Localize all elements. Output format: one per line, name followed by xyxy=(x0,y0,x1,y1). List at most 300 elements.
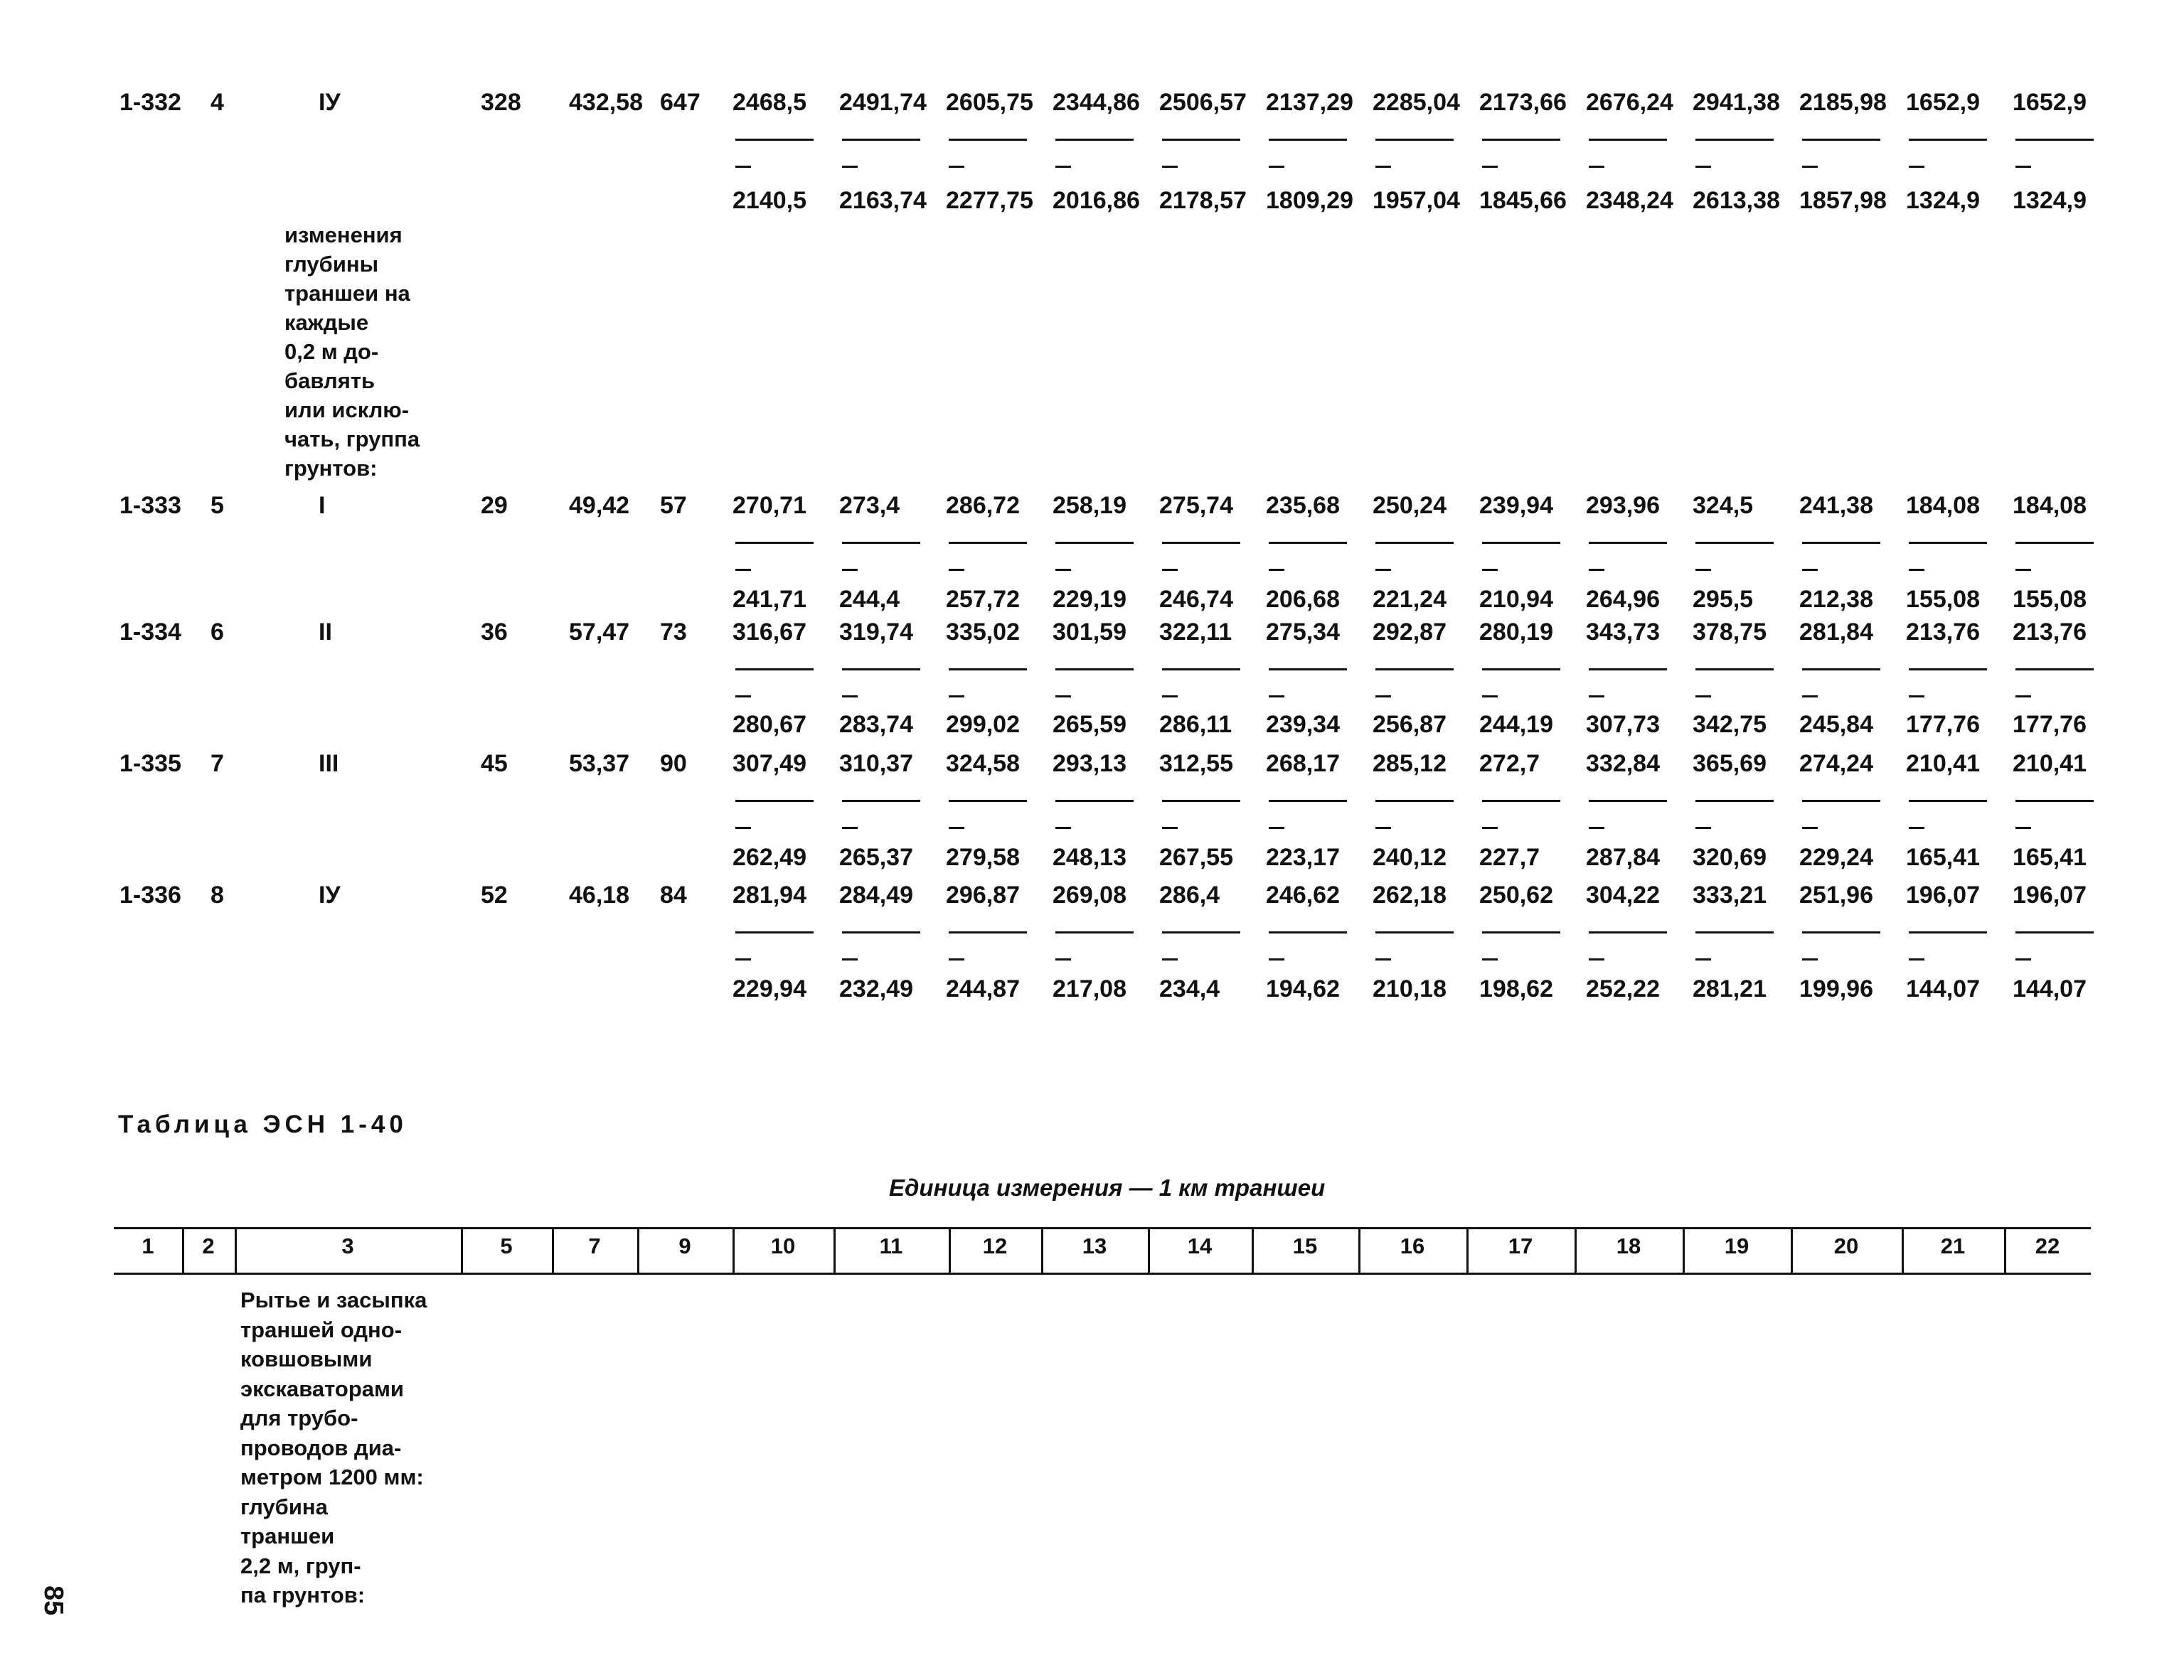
value-bottom: 2348,24 xyxy=(1586,187,1673,214)
fraction-dash xyxy=(1162,958,1178,961)
fraction-dash xyxy=(735,695,751,697)
fraction-dash xyxy=(735,569,751,571)
value-top: 1652,9 xyxy=(1906,89,1980,116)
fraction-dash xyxy=(949,958,964,961)
value-bottom: 342,75 xyxy=(1693,711,1767,738)
value-top: 333,21 xyxy=(1693,882,1767,909)
header-separator xyxy=(833,1229,836,1273)
fraction-dash xyxy=(1375,166,1391,168)
header-cell: 12 xyxy=(982,1234,1008,1258)
fraction-rule xyxy=(1589,542,1667,544)
fraction-dash xyxy=(1055,695,1071,697)
value-top: 2344,86 xyxy=(1053,89,1140,116)
header-separator xyxy=(1791,1229,1793,1273)
header-cell: 13 xyxy=(1082,1234,1107,1258)
fraction-rule xyxy=(1695,668,1774,670)
value-bottom: 320,69 xyxy=(1693,844,1767,871)
fraction-dash xyxy=(1909,695,1924,697)
value-bottom: 229,94 xyxy=(733,975,806,1002)
row-col9: 90 xyxy=(660,750,687,777)
value-bottom: 264,96 xyxy=(1586,586,1660,613)
fraction-rule xyxy=(1375,542,1454,544)
value-bottom: 229,19 xyxy=(1053,586,1126,613)
row-col5: 36 xyxy=(481,619,508,646)
value-top: 210,41 xyxy=(1906,750,1980,777)
row-code: 1-334 xyxy=(119,619,181,646)
value-top: 2137,29 xyxy=(1266,89,1353,116)
value-bottom: 256,87 xyxy=(1373,711,1447,738)
header-cell: 17 xyxy=(1508,1234,1533,1258)
value-top: 285,12 xyxy=(1373,750,1447,777)
row-number: 8 xyxy=(211,882,224,909)
row-col7: 432,58 xyxy=(569,89,643,116)
fraction-rule xyxy=(1695,139,1774,141)
header-separator xyxy=(1148,1229,1150,1273)
header-cell: 1 xyxy=(142,1234,154,1258)
header-cell: 20 xyxy=(1833,1234,1859,1258)
header-cell: 19 xyxy=(1724,1234,1749,1258)
row-code: 1-335 xyxy=(119,750,181,777)
value-bottom: 244,4 xyxy=(839,586,900,613)
fraction-rule xyxy=(1589,139,1667,141)
fraction-dash xyxy=(842,695,858,697)
fraction-rule xyxy=(842,800,920,802)
row-group: I xyxy=(319,492,326,519)
value-top: 196,07 xyxy=(1906,882,1980,909)
value-bottom: 299,02 xyxy=(946,711,1020,738)
fraction-dash xyxy=(1055,166,1071,168)
fraction-rule xyxy=(1909,668,1987,670)
header-cell: 14 xyxy=(1187,1234,1213,1258)
fraction-rule xyxy=(1909,542,1987,544)
row-number: 7 xyxy=(211,750,224,777)
fraction-rule xyxy=(1909,931,1987,933)
fraction-rule xyxy=(1482,931,1560,933)
value-top: 268,17 xyxy=(1266,750,1340,777)
fraction-dash xyxy=(1375,569,1391,571)
value-top: 1652,9 xyxy=(2013,89,2087,116)
value-top: 307,49 xyxy=(733,750,806,777)
value-bottom: 307,73 xyxy=(1586,711,1660,738)
header-cell: 18 xyxy=(1616,1234,1641,1258)
value-top: 281,84 xyxy=(1799,619,1873,646)
row-col7: 49,42 xyxy=(569,492,630,519)
fraction-rule xyxy=(1802,668,1880,670)
fraction-dash xyxy=(1695,166,1711,168)
value-bottom: 280,67 xyxy=(733,711,806,738)
fraction-dash xyxy=(2015,958,2031,961)
fraction-rule xyxy=(949,800,1027,802)
fraction-rule xyxy=(1055,139,1134,141)
fraction-dash xyxy=(949,569,964,571)
value-top: 365,69 xyxy=(1693,750,1767,777)
header-cell: 3 xyxy=(341,1234,354,1258)
value-bottom: 239,34 xyxy=(1266,711,1340,738)
header-cell: 9 xyxy=(678,1234,691,1258)
value-bottom: 165,41 xyxy=(1906,844,1980,871)
value-top: 286,72 xyxy=(946,492,1020,519)
value-top: 2285,04 xyxy=(1373,89,1460,116)
fraction-rule xyxy=(842,139,920,141)
fraction-rule xyxy=(1162,139,1240,141)
value-bottom: 194,62 xyxy=(1266,975,1340,1002)
value-top: 335,02 xyxy=(946,619,1020,646)
value-top: 270,71 xyxy=(733,492,806,519)
fraction-rule xyxy=(1375,931,1454,933)
value-bottom: 144,07 xyxy=(2013,975,2087,1002)
row-code: 1-336 xyxy=(119,882,181,909)
value-top: 293,13 xyxy=(1053,750,1126,777)
header-separator xyxy=(1041,1229,1043,1273)
fraction-dash xyxy=(1482,827,1498,829)
value-top: 213,76 xyxy=(1906,619,1980,646)
value-top: 316,67 xyxy=(733,619,806,646)
fraction-dash xyxy=(1269,166,1284,168)
value-bottom: 248,13 xyxy=(1053,844,1126,871)
value-top: 250,62 xyxy=(1479,882,1553,909)
value-top: 258,19 xyxy=(1053,492,1126,519)
row-group: III xyxy=(319,750,339,777)
value-bottom: 198,62 xyxy=(1479,975,1553,1002)
fraction-rule xyxy=(1162,542,1240,544)
value-bottom: 1857,98 xyxy=(1799,187,1887,214)
value-bottom: 1957,04 xyxy=(1373,187,1460,214)
value-top: 296,87 xyxy=(946,882,1020,909)
header-cell: 2 xyxy=(202,1234,215,1258)
fraction-dash xyxy=(1589,569,1604,571)
fraction-dash xyxy=(1375,958,1391,961)
fraction-dash xyxy=(1909,827,1924,829)
row-col9: 647 xyxy=(660,89,701,116)
header-top-rule xyxy=(114,1227,2091,1229)
fraction-dash xyxy=(1055,958,1071,961)
fraction-dash xyxy=(1482,695,1498,697)
row-code: 1-332 xyxy=(119,89,181,116)
fraction-dash xyxy=(1802,958,1818,961)
value-bottom: 295,5 xyxy=(1693,586,1754,613)
fraction-rule xyxy=(1375,668,1454,670)
value-top: 280,19 xyxy=(1479,619,1553,646)
value-top: 2468,5 xyxy=(733,89,806,116)
fraction-rule xyxy=(1055,542,1134,544)
value-top: 239,94 xyxy=(1479,492,1553,519)
value-top: 275,74 xyxy=(1159,492,1233,519)
fraction-dash xyxy=(1162,166,1178,168)
value-top: 322,11 xyxy=(1159,619,1232,646)
row-col5: 29 xyxy=(481,492,508,519)
value-top: 284,49 xyxy=(839,882,913,909)
value-bottom: 244,87 xyxy=(946,975,1020,1002)
value-bottom: 221,24 xyxy=(1373,586,1447,613)
fraction-dash xyxy=(1802,166,1818,168)
value-top: 324,5 xyxy=(1693,492,1754,519)
fraction-dash xyxy=(1162,569,1178,571)
header-cell: 10 xyxy=(770,1234,796,1258)
fraction-dash xyxy=(735,827,751,829)
value-bottom: 2140,5 xyxy=(733,187,806,214)
header-cell: 5 xyxy=(500,1234,513,1258)
header-separator xyxy=(949,1229,951,1273)
value-top: 235,68 xyxy=(1266,492,1340,519)
fraction-rule xyxy=(1269,139,1347,141)
fraction-dash xyxy=(842,827,858,829)
fraction-dash xyxy=(2015,166,2031,168)
fraction-rule xyxy=(1482,139,1560,141)
fraction-rule xyxy=(842,931,920,933)
row-number: 5 xyxy=(211,492,224,519)
fraction-dash xyxy=(1802,569,1818,571)
fraction-rule xyxy=(2015,139,2094,141)
fraction-dash xyxy=(2015,827,2031,829)
fraction-rule xyxy=(1589,931,1667,933)
fraction-rule xyxy=(1695,931,1774,933)
value-top: 2491,74 xyxy=(839,89,927,116)
value-bottom: 2178,57 xyxy=(1159,187,1247,214)
fraction-dash xyxy=(1375,827,1391,829)
fraction-rule xyxy=(842,668,920,670)
header-separator xyxy=(461,1229,463,1273)
fraction-dash xyxy=(1482,569,1498,571)
fraction-dash xyxy=(735,958,751,961)
fraction-rule xyxy=(2015,931,2094,933)
value-top: 210,41 xyxy=(2013,750,2087,777)
row-col9: 84 xyxy=(660,882,687,909)
value-bottom: 257,72 xyxy=(946,586,1020,613)
table-title: Таблица ЭСН 1-40 xyxy=(118,1111,407,1138)
value-top: 241,38 xyxy=(1799,492,1873,519)
value-top: 2173,66 xyxy=(1479,89,1567,116)
header-cell: 15 xyxy=(1292,1234,1318,1258)
value-bottom: 244,19 xyxy=(1479,711,1553,738)
fraction-dash xyxy=(842,569,858,571)
header-separator xyxy=(2004,1229,2006,1273)
fraction-rule xyxy=(1695,542,1774,544)
fraction-rule xyxy=(1589,800,1667,802)
value-top: 275,34 xyxy=(1266,619,1340,646)
value-top: 269,08 xyxy=(1053,882,1126,909)
row-number: 6 xyxy=(211,619,224,646)
header-separator xyxy=(1683,1229,1685,1273)
value-top: 184,08 xyxy=(2013,492,2087,519)
fraction-rule xyxy=(735,542,814,544)
fraction-rule xyxy=(1162,668,1240,670)
fraction-rule xyxy=(1802,139,1880,141)
value-bottom: 177,76 xyxy=(2013,711,2087,738)
value-top: 281,94 xyxy=(733,882,806,909)
row-group: II xyxy=(319,619,332,646)
fraction-rule xyxy=(1909,139,1987,141)
value-top: 293,96 xyxy=(1586,492,1660,519)
value-top: 250,24 xyxy=(1373,492,1447,519)
value-bottom: 245,84 xyxy=(1799,711,1873,738)
value-top: 2605,75 xyxy=(946,89,1033,116)
fraction-rule xyxy=(1375,800,1454,802)
value-bottom: 241,71 xyxy=(733,586,806,613)
fraction-rule xyxy=(1269,931,1347,933)
header-separator xyxy=(1466,1229,1469,1273)
work-description: Рытье и засыпка траншей одно- ковшовыми экскаваторами для трубо- проводов диа- метром 1200 мм: глубина траншеи 2,2 м, груп- па грунтов: xyxy=(240,1288,427,1607)
fraction-rule xyxy=(1055,668,1134,670)
fraction-dash xyxy=(1055,569,1071,571)
value-bottom: 199,96 xyxy=(1799,975,1873,1002)
value-bottom: 227,7 xyxy=(1479,844,1540,871)
fraction-dash xyxy=(1909,958,1924,961)
value-top: 343,73 xyxy=(1586,619,1660,646)
value-bottom: 281,21 xyxy=(1693,975,1767,1002)
fraction-dash xyxy=(1695,958,1711,961)
value-top: 273,4 xyxy=(839,492,900,519)
value-bottom: 2613,38 xyxy=(1693,187,1780,214)
value-top: 2506,57 xyxy=(1159,89,1247,116)
fraction-dash xyxy=(949,695,964,697)
value-top: 213,76 xyxy=(2013,619,2087,646)
fraction-dash xyxy=(949,827,964,829)
value-bottom: 252,22 xyxy=(1586,975,1660,1002)
value-top: 286,4 xyxy=(1159,882,1220,909)
fraction-rule xyxy=(1695,800,1774,802)
fraction-dash xyxy=(1695,827,1711,829)
row-col5: 45 xyxy=(481,750,508,777)
fraction-rule xyxy=(1482,800,1560,802)
fraction-rule xyxy=(1482,668,1560,670)
value-bottom: 210,18 xyxy=(1373,975,1447,1002)
row-col7: 57,47 xyxy=(569,619,630,646)
value-bottom: 212,38 xyxy=(1799,586,1873,613)
value-bottom: 144,07 xyxy=(1906,975,1980,1002)
header-separator xyxy=(552,1229,554,1273)
row-col5: 328 xyxy=(481,89,521,116)
fraction-dash xyxy=(1269,958,1284,961)
fraction-rule xyxy=(1055,931,1134,933)
value-bottom: 1809,29 xyxy=(1266,187,1353,214)
fraction-dash xyxy=(1589,166,1604,168)
fraction-dash xyxy=(1589,695,1604,697)
header-cell: 11 xyxy=(879,1234,903,1258)
value-bottom: 210,94 xyxy=(1479,586,1553,613)
value-top: 310,37 xyxy=(839,750,913,777)
fraction-dash xyxy=(1162,827,1178,829)
value-top: 2676,24 xyxy=(1586,89,1673,116)
row-col9: 73 xyxy=(660,619,687,646)
header-separator xyxy=(182,1229,184,1273)
value-bottom: 265,37 xyxy=(839,844,913,871)
value-bottom: 206,68 xyxy=(1266,586,1340,613)
value-top: 272,7 xyxy=(1479,750,1540,777)
header-cell: 21 xyxy=(1940,1234,1966,1258)
fraction-dash xyxy=(1162,695,1178,697)
value-bottom: 262,49 xyxy=(733,844,806,871)
fraction-rule xyxy=(949,139,1027,141)
fraction-rule xyxy=(1162,931,1240,933)
value-bottom: 1845,66 xyxy=(1479,187,1567,214)
fraction-dash xyxy=(1802,695,1818,697)
fraction-rule xyxy=(1269,800,1347,802)
fraction-dash xyxy=(842,958,858,961)
row-col7: 46,18 xyxy=(569,882,630,909)
fraction-rule xyxy=(735,800,814,802)
fraction-dash xyxy=(2015,569,2031,571)
fraction-rule xyxy=(949,542,1027,544)
value-top: 246,62 xyxy=(1266,882,1340,909)
value-top: 2941,38 xyxy=(1693,89,1780,116)
value-bottom: 155,08 xyxy=(2013,586,2087,613)
value-bottom: 223,17 xyxy=(1266,844,1340,871)
fraction-rule xyxy=(1375,139,1454,141)
fraction-rule xyxy=(1909,800,1987,802)
value-top: 274,24 xyxy=(1799,750,1873,777)
value-bottom: 177,76 xyxy=(1906,711,1980,738)
fraction-rule xyxy=(735,931,814,933)
value-top: 262,18 xyxy=(1373,882,1447,909)
fraction-dash xyxy=(1482,958,1498,961)
value-top: 378,75 xyxy=(1693,619,1767,646)
fraction-dash xyxy=(1695,569,1711,571)
fraction-rule xyxy=(2015,542,2094,544)
header-separator xyxy=(1575,1229,1577,1273)
value-bottom: 217,08 xyxy=(1053,975,1126,1002)
header-separator xyxy=(1902,1229,1904,1273)
row-col7: 53,37 xyxy=(569,750,630,777)
value-bottom: 286,11 xyxy=(1159,711,1232,738)
fraction-rule xyxy=(2015,668,2094,670)
fraction-dash xyxy=(1375,695,1391,697)
value-top: 184,08 xyxy=(1906,492,1980,519)
fraction-rule xyxy=(1482,542,1560,544)
value-top: 292,87 xyxy=(1373,619,1447,646)
fraction-dash xyxy=(1909,569,1924,571)
fraction-dash xyxy=(1589,827,1604,829)
fraction-dash xyxy=(949,166,964,168)
value-bottom: 1324,9 xyxy=(1906,187,1980,214)
fraction-rule xyxy=(1055,800,1134,802)
row-number: 4 xyxy=(211,89,224,116)
fraction-rule xyxy=(949,931,1027,933)
fraction-dash xyxy=(1802,827,1818,829)
value-bottom: 232,49 xyxy=(839,975,913,1002)
value-bottom: 2163,74 xyxy=(839,187,927,214)
fraction-dash xyxy=(1589,958,1604,961)
fraction-rule xyxy=(1802,800,1880,802)
value-bottom: 229,24 xyxy=(1799,844,1873,871)
row-col5: 52 xyxy=(481,882,508,909)
value-bottom: 234,4 xyxy=(1159,975,1220,1002)
header-separator xyxy=(1358,1229,1360,1273)
value-bottom: 246,74 xyxy=(1159,586,1233,613)
fraction-rule xyxy=(949,668,1027,670)
header-separator xyxy=(1252,1229,1254,1273)
page-number: 85 xyxy=(38,1585,68,1616)
fraction-dash xyxy=(2015,695,2031,697)
value-bottom: 283,74 xyxy=(839,711,913,738)
fraction-rule xyxy=(1802,931,1880,933)
value-top: 196,07 xyxy=(2013,882,2087,909)
fraction-rule xyxy=(1162,800,1240,802)
row-group: IУ xyxy=(319,882,341,909)
fraction-dash xyxy=(1269,827,1284,829)
unit-of-measure: Единица измерения — 1 км траншеи xyxy=(889,1175,1326,1201)
row-code: 1-333 xyxy=(119,492,181,519)
fraction-dash xyxy=(842,166,858,168)
value-top: 251,96 xyxy=(1799,882,1873,909)
fraction-rule xyxy=(735,139,814,141)
fraction-rule xyxy=(1802,542,1880,544)
fraction-dash xyxy=(1055,827,1071,829)
header-separator xyxy=(637,1229,639,1273)
value-bottom: 2016,86 xyxy=(1053,187,1140,214)
row-col9: 57 xyxy=(660,492,687,519)
fraction-rule xyxy=(1269,668,1347,670)
value-bottom: 1324,9 xyxy=(2013,187,2087,214)
